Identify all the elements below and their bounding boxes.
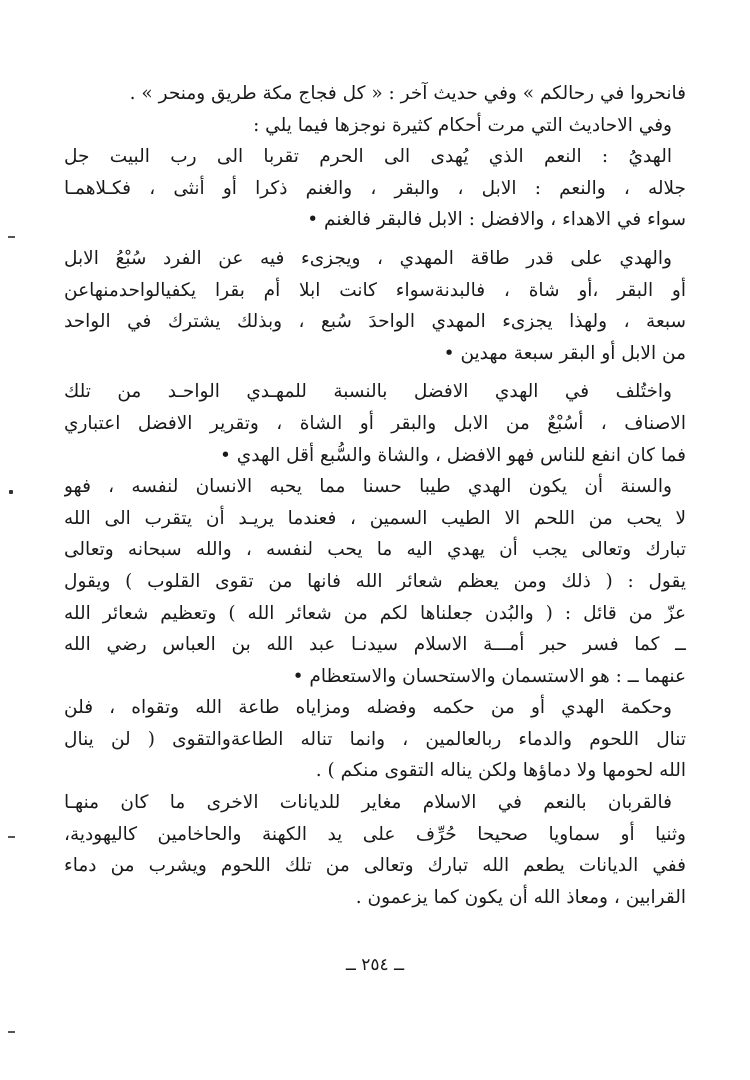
- text-line-4: جلاله ، والنعم : الابل ، والبقر ، والغنم ذكرا أو أنثى ، فكـلاهمـا: [64, 177, 686, 199]
- text-line-18: ــ كما فسر حبر أمـــة الاسلام سيدنـا عبد الله بن العباس رضي الله: [64, 634, 686, 656]
- text-line-15: تبارك وتعالى يجب أن يهدي اليه ما يحب لنفسه ، والله سبحانه وتعالى: [64, 539, 686, 561]
- text-line-21: تنال اللحوم والدماء ربالعالمين ، وانما تناله الطاعةوالتقوى ( لن ينال: [64, 728, 686, 750]
- page-body: [64, 78, 686, 913]
- text-line-3: الهديُ : النعم الذي يُهدى الى الحرم تقربا الى رب البيت جل: [64, 146, 672, 168]
- text-line-13: والسنة أن يكون الهدي طيبا حسنا مما يحبه الانسان لنفسه ، فهو: [64, 476, 672, 498]
- text-line-16: يقول : ( ذلك ومن يعظم شعائر الله فانها من تقوى القلوب ) ويقول: [64, 570, 686, 592]
- margin-mark: [8, 236, 15, 238]
- text-line-25: ففي الديانات يطعم الله تبارك وتعالى من تلك اللحوم ويشرب من دماء: [64, 855, 686, 877]
- text-line-7: أو البقر ،أو شاة ، فالبدنةسواء كانت ابلا أم بقرا يكفيالواحدمنهاعن: [64, 279, 686, 301]
- text-line-24: وثنيا أو سماويا صحيحا حُرِّف على يد الكهنة والحاخامين كاليهودية،: [64, 823, 686, 845]
- text-line-10: واختُلف في الهدي الافضل بالنسبة للمهـدي الواحـد من تلك: [64, 381, 672, 403]
- text-line-11: الاصناف ، أسُبْعٌ من الابل والبقر أو الشاة ، وتقرير الافضل اعتباري: [64, 412, 686, 434]
- margin-mark: [9, 490, 13, 494]
- text-line-19: عنهما ــ : هو الاستسمان والاستحسان والاستعظام •: [292, 665, 686, 687]
- text-line-2: وفي الاحاديث التي مرت أحكام كثيرة نوجزها فيما يلي :: [253, 114, 672, 136]
- text-line-1: فانحروا في رحالكم » وفي حديث آخر : « كل فجاج مكة طريق ومنحر » .: [129, 83, 686, 104]
- text-line-22: الله لحومها ولا دماؤها ولكن يناله التقوى منكم ) .: [315, 760, 686, 782]
- text-line-8: سبعة ، ولهذا يجزىء المهدي الواحدَ سُبع ، وبذلك يشترك في الواحد: [64, 311, 686, 333]
- text-line-26: القرابين ، ومعاذ الله أن يكون كما يزعمون .: [355, 886, 686, 908]
- text-line-12: فما كان انفع للناس فهو الافضل ، والشاة والسُّبع أقل الهدي •: [219, 444, 686, 466]
- text-line-14: لا يحب من اللحم الا الطيب السمين ، فعندما يريـد أن يتقرب الى الله: [64, 507, 686, 529]
- margin-mark: [8, 836, 15, 838]
- margin-mark: [8, 1031, 15, 1033]
- text-line-5: سواء في الاهداء ، والافضل : الابل فالبقر فالغنم •: [307, 209, 686, 231]
- text-line-9: من الابل أو البقر سبعة مهدين •: [443, 342, 686, 364]
- text-line-6: والهدي على قدر طاقة المهدي ، ويجزىء فيه عن الفرد سُبْعُ الابل: [64, 247, 672, 269]
- text-line-20: وحكمة الهدي أو من حكمه وفضله ومزاياه طاعة الله وتقواه ، فلن: [64, 697, 672, 719]
- text-line-17: عزّ من قائل : ( والبُدن جعلناها لكم من شعائر الله ) وتعظيم شعائر الله: [64, 602, 686, 624]
- page-number: ــ ٢٥٤ ــ: [345, 955, 405, 975]
- text-line-23: فالقربان بالنعم في الاسلام مغاير للديانات الاخرى ما كان منهـا: [64, 792, 672, 814]
